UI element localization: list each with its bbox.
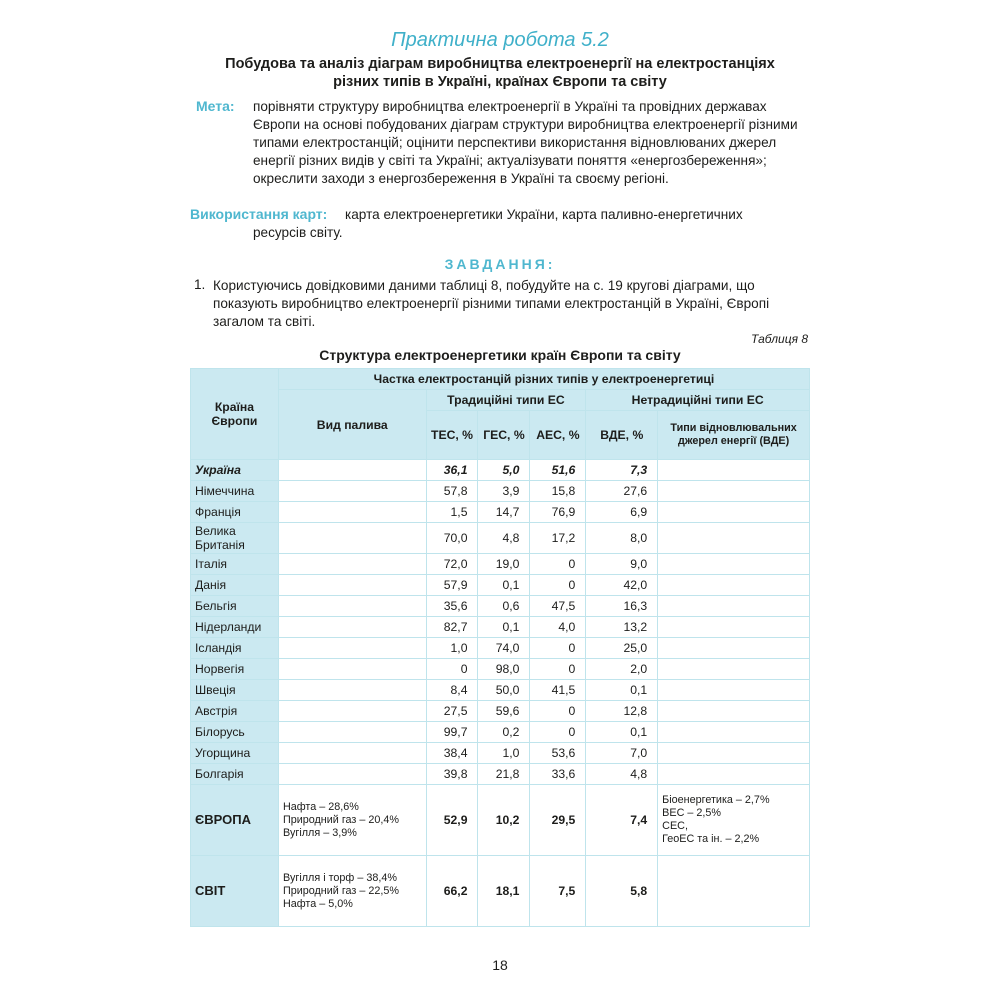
vde-type-line: СЕС, — [662, 820, 688, 832]
fuel-cell — [278, 743, 426, 764]
country-cell: ЄВРОПА — [191, 785, 279, 856]
table-row — [191, 617, 810, 638]
maps-text-continued: ресурсів світу. — [253, 225, 343, 240]
fuel-cell — [278, 701, 426, 722]
aes-cell: 0 — [530, 701, 586, 722]
country-cell: Білорусь — [191, 722, 279, 743]
task-header: ЗАВДАННЯ: — [444, 256, 556, 272]
vde-types-cell — [658, 785, 810, 856]
fuel-cell — [278, 554, 426, 575]
vde-cell: 7,3 — [586, 460, 658, 481]
vde-cell: 0,1 — [586, 722, 658, 743]
vde-cell: 7,4 — [586, 785, 658, 856]
tes-cell: 1,0 — [426, 638, 478, 659]
aes-cell: 4,0 — [530, 617, 586, 638]
aes-cell: 0 — [530, 554, 586, 575]
vde-cell: 13,2 — [586, 617, 658, 638]
table-row — [191, 575, 810, 596]
header-traditional: Традиційні типи ЕС — [426, 390, 586, 411]
fuel-line: Природний газ – 22,5% — [282, 884, 399, 897]
aes-cell: 7,5 — [530, 856, 586, 927]
vde-types-cell — [658, 638, 810, 659]
ges-cell: 98,0 — [478, 659, 530, 680]
aes-cell: 41,5 — [530, 680, 586, 701]
fuel-cell — [278, 659, 426, 680]
table-row — [191, 554, 810, 575]
country-cell: Норвегія — [191, 659, 279, 680]
vde-type-line: ВЕС – 2,5% — [662, 807, 721, 819]
vde-cell: 9,0 — [586, 554, 658, 575]
fuel-cell — [278, 856, 426, 927]
ges-cell: 21,8 — [478, 764, 530, 785]
tes-cell: 1,5 — [426, 502, 478, 523]
vde-types-cell — [658, 596, 810, 617]
tes-cell: 66,2 — [426, 856, 478, 927]
vde-types-cell — [658, 701, 810, 722]
fuel-cell — [278, 502, 426, 523]
vde-cell: 12,8 — [586, 701, 658, 722]
ges-cell: 59,6 — [478, 701, 530, 722]
country-cell: Швеція — [191, 680, 279, 701]
country-cell: Німеччина — [191, 481, 279, 502]
header-vde: ВДЕ, % — [586, 411, 658, 460]
vde-types-cell — [658, 856, 810, 927]
vde-cell: 4,8 — [586, 764, 658, 785]
table-row — [191, 743, 810, 764]
work-title: Практична робота 5.2 — [391, 29, 609, 51]
vde-cell: 0,1 — [586, 680, 658, 701]
maps-label: Використання карт: — [190, 206, 328, 222]
tes-cell: 52,9 — [426, 785, 478, 856]
aes-cell: 15,8 — [530, 481, 586, 502]
page-number: 18 — [492, 957, 508, 973]
vde-type-line: Біоенергетика – 2,7% — [662, 794, 770, 806]
header-country: Країна Європи — [191, 369, 279, 460]
aes-cell: 0 — [530, 659, 586, 680]
vde-types-cell — [658, 680, 810, 701]
country-cell: СВІТ — [191, 856, 279, 927]
table-row — [191, 523, 810, 554]
table-row — [191, 596, 810, 617]
ges-cell: 0,2 — [478, 722, 530, 743]
tes-cell: 99,7 — [426, 722, 478, 743]
tes-cell: 72,0 — [426, 554, 478, 575]
ges-cell: 74,0 — [478, 638, 530, 659]
vde-types-cell — [658, 481, 810, 502]
header-fuel: Вид палива — [278, 390, 426, 460]
fuel-line: Нафта – 28,6% — [282, 800, 359, 813]
vde-cell: 8,0 — [586, 523, 658, 554]
ges-cell: 0,1 — [478, 617, 530, 638]
ges-cell: 14,7 — [478, 502, 530, 523]
fuel-cell — [278, 785, 426, 856]
fuel-line: Природний газ – 20,4% — [282, 813, 399, 826]
task-text: Користуючись довідковими даними таблиці 8, побудуйте на с. 19 кругові діаграми, що показують виробництво електроенергії різними типами електростанцій в Україні, Європі загалом та світі. — [213, 278, 770, 329]
fuel-cell — [278, 596, 426, 617]
tes-cell: 38,4 — [426, 743, 478, 764]
fuel-cell — [278, 575, 426, 596]
table-row — [191, 722, 810, 743]
title-line-2: різних типів в Україні, країнах Європи та світу — [333, 74, 667, 90]
country-cell: Франція — [191, 502, 279, 523]
vde-types-cell — [658, 523, 810, 554]
ges-cell: 0,6 — [478, 596, 530, 617]
vde-types-cell — [658, 575, 810, 596]
header-aes: АЕС, % — [530, 411, 586, 460]
fuel-cell — [278, 523, 426, 554]
fuel-cell — [278, 638, 426, 659]
vde-cell: 27,6 — [586, 481, 658, 502]
vde-types-cell — [658, 659, 810, 680]
country-cell: Велика Британія — [191, 523, 279, 554]
vde-cell: 42,0 — [586, 575, 658, 596]
fuel-line: Вугілля і торф – 38,4% — [282, 871, 397, 884]
tes-cell: 8,4 — [426, 680, 478, 701]
ges-cell: 19,0 — [478, 554, 530, 575]
tes-cell: 36,1 — [426, 460, 478, 481]
table-row — [191, 701, 810, 722]
tes-cell: 57,9 — [426, 575, 478, 596]
ges-cell: 3,9 — [478, 481, 530, 502]
aes-cell: 29,5 — [530, 785, 586, 856]
country-cell: Австрія — [191, 701, 279, 722]
tes-cell: 57,8 — [426, 481, 478, 502]
fuel-line: Нафта – 5,0% — [282, 897, 353, 910]
aes-cell: 47,5 — [530, 596, 586, 617]
header-ges: ГЕС, % — [478, 411, 530, 460]
aes-cell: 51,6 — [530, 460, 586, 481]
country-cell: Італія — [191, 554, 279, 575]
tes-cell: 27,5 — [426, 701, 478, 722]
vde-types-cell — [658, 617, 810, 638]
country-cell: Бельгія — [191, 596, 279, 617]
fuel-cell — [278, 481, 426, 502]
table-row — [191, 659, 810, 680]
ges-cell: 10,2 — [478, 785, 530, 856]
country-cell: Нідерланди — [191, 617, 279, 638]
tes-cell: 35,6 — [426, 596, 478, 617]
header-nontraditional: Нетрадиційні типи ЕС — [586, 390, 810, 411]
ges-cell: 50,0 — [478, 680, 530, 701]
table-header-row-1 — [191, 369, 810, 390]
aes-cell: 33,6 — [530, 764, 586, 785]
aes-cell: 0 — [530, 575, 586, 596]
vde-types-cell — [658, 502, 810, 523]
goal-label: Мета: — [196, 98, 235, 114]
tes-cell: 39,8 — [426, 764, 478, 785]
table-title: Структура електроенергетики країн Європи та світу — [319, 347, 681, 363]
fuel-cell — [278, 617, 426, 638]
tes-cell: 70,0 — [426, 523, 478, 554]
table-row — [191, 764, 810, 785]
ges-cell: 0,1 — [478, 575, 530, 596]
vde-types-cell — [658, 743, 810, 764]
vde-cell: 7,0 — [586, 743, 658, 764]
tes-cell: 82,7 — [426, 617, 478, 638]
country-cell: Данія — [191, 575, 279, 596]
table-row — [191, 502, 810, 523]
country-cell: Болгарія — [191, 764, 279, 785]
aes-cell: 0 — [530, 638, 586, 659]
aes-cell: 17,2 — [530, 523, 586, 554]
aes-cell: 0 — [530, 722, 586, 743]
table-row — [191, 481, 810, 502]
goal-text: порівняти структуру виробництва електроенергії в Україні та провідних державах Європи на основі побудованих діаграм структури виробництва електроенергії різними типами електростанцій; оцінити перспективи використання відновлюваних джерел енергії різних видів у світі та Україні; актуалізувати поняття «енергозбереження»; окреслити заходи з енергозбереження в Україні та своєму регіоні. — [253, 99, 798, 186]
vde-types-cell — [658, 460, 810, 481]
vde-cell: 6,9 — [586, 502, 658, 523]
task-number: 1. — [194, 277, 206, 292]
title-line-1: Побудова та аналіз діаграм виробництва електроенергії на електростанціях — [225, 56, 775, 72]
ges-cell: 4,8 — [478, 523, 530, 554]
vde-cell: 5,8 — [586, 856, 658, 927]
table-row-europe — [191, 785, 810, 856]
vde-types-cell — [658, 554, 810, 575]
table-reference: Таблиця 8 — [751, 332, 808, 346]
country-cell: Ісландія — [191, 638, 279, 659]
fuel-cell — [278, 764, 426, 785]
ges-cell: 1,0 — [478, 743, 530, 764]
country-cell: Україна — [191, 460, 279, 481]
country-cell: Угорщина — [191, 743, 279, 764]
fuel-cell — [278, 680, 426, 701]
vde-cell: 2,0 — [586, 659, 658, 680]
aes-cell: 76,9 — [530, 502, 586, 523]
fuel-cell — [278, 722, 426, 743]
table-row — [191, 638, 810, 659]
table-header-row-2 — [191, 390, 810, 411]
energy-structure-table — [190, 368, 810, 927]
ges-cell: 5,0 — [478, 460, 530, 481]
table-row — [191, 680, 810, 701]
table-row-world — [191, 856, 810, 927]
vde-types-cell — [658, 764, 810, 785]
header-vde-types: Типи відновлювальних джерел енергії (ВДЕ) — [658, 411, 810, 460]
ges-cell: 18,1 — [478, 856, 530, 927]
maps-text: карта електроенергетики України, карта паливно-енергетичних — [345, 207, 743, 222]
vde-types-cell — [658, 722, 810, 743]
header-tes: ТЕС, % — [426, 411, 478, 460]
fuel-cell — [278, 460, 426, 481]
vde-cell: 16,3 — [586, 596, 658, 617]
vde-cell: 25,0 — [586, 638, 658, 659]
header-share: Частка електростанцій різних типів у електроенергетиці — [278, 369, 809, 390]
tes-cell: 0 — [426, 659, 478, 680]
table-row — [191, 460, 810, 481]
vde-type-line: ГеоЕС та ін. – 2,2% — [662, 833, 760, 845]
fuel-line: Вугілля – 3,9% — [282, 826, 357, 839]
page-title — [150, 55, 850, 91]
aes-cell: 53,6 — [530, 743, 586, 764]
